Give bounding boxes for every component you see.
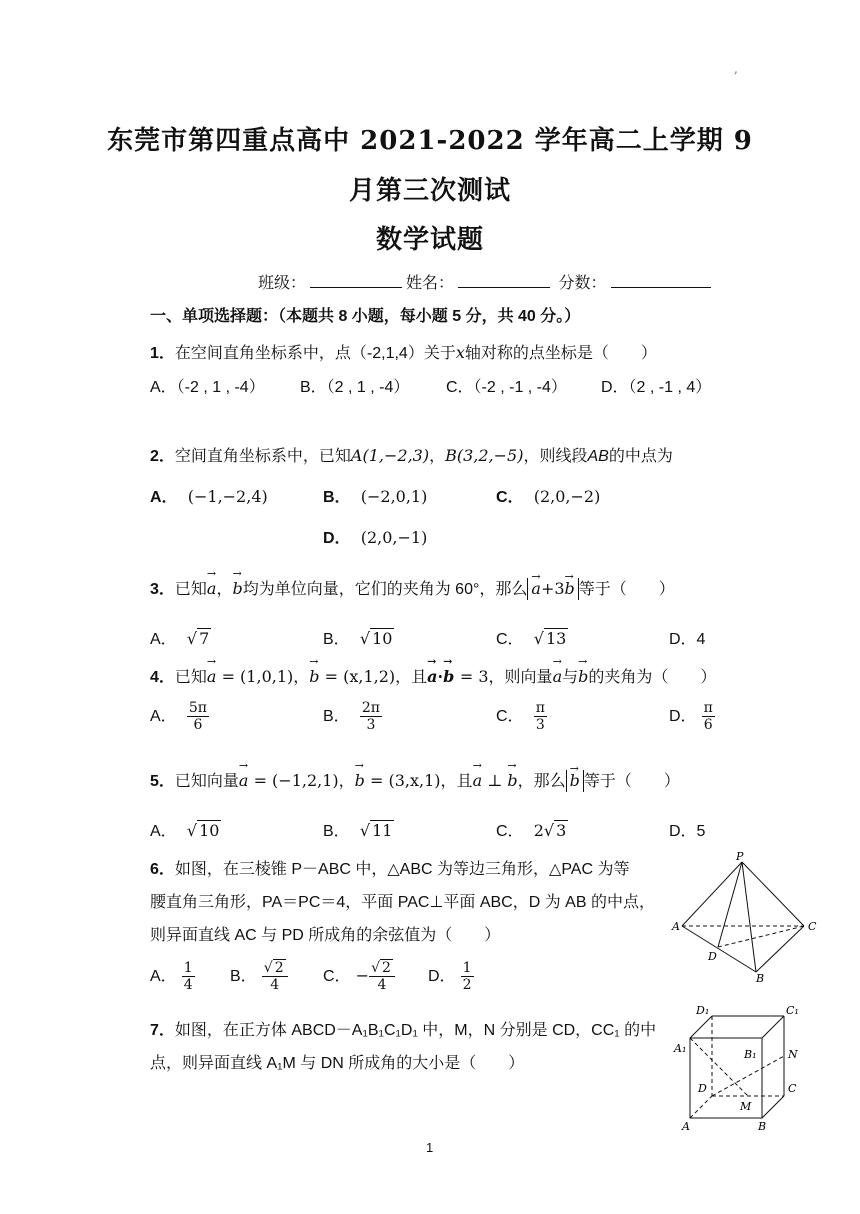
question-6-option-a: A． $\frac{1}{4}$ (150, 960, 193, 993)
stem-text: 在空间直角坐标系中，点（-2,1,4）关于 (174, 345, 456, 362)
title-line-3: 数学试题 (375, 225, 484, 255)
stem-text: 已知 (174, 581, 207, 598)
label-c1: C₁ (786, 1004, 799, 1017)
question-4-option-b: B． $\frac{2\pi}{3}$ (323, 700, 380, 733)
label-p: P (736, 850, 744, 863)
label-b1: B₁ (744, 1048, 757, 1061)
stem-text: 空间直角坐标系中，已知 (174, 448, 351, 465)
question-4-option-d: D． $\frac{\pi}{6}$ (669, 700, 713, 733)
corner-mark: , (734, 62, 738, 76)
segment-ab: AB (587, 448, 609, 465)
question-2-stem (150, 443, 673, 466)
question-6-line-2: 腰直角三角形，PA＝PC＝4，平面 PAC⊥平面 ABC，D 为 AB 的中点， (150, 894, 655, 911)
question-2-option-a: A． (−1,−2,4) (150, 487, 268, 506)
point-a: A(1,−2,3) (350, 446, 430, 465)
point-b: B(3,2,−5) (445, 446, 524, 465)
question-7-line-1: 7．如图，在正方体 ABCD－A₁B₁C₁D₁ 中，M，N 分别是 CD，CC₁ 的中 (150, 1022, 657, 1039)
name-label: 姓名： (406, 275, 455, 292)
question-4-stem: 4．已知→ a = (1,0,1)，→ b = (x,1,2)，且→ a·→ b = 3，则向量→ a与→ b的夹角为（ ） (150, 664, 716, 687)
question-6-option-b: B． $\frac{√ 2}{4}$ (230, 960, 288, 993)
label-c: C (808, 920, 817, 933)
variable-x: x (455, 343, 465, 362)
label-n: N (788, 1048, 798, 1061)
question-6-option-d: D． $\frac{1}{2}$ (428, 960, 472, 993)
label-c: C (788, 1082, 797, 1095)
label-m: M (740, 1100, 752, 1113)
stem-text: ，则线段 (523, 448, 588, 465)
question-2-option-c: C． (2,0,−2) (496, 487, 601, 506)
stem-text: 轴对称的点坐标是（ ） (464, 345, 657, 362)
section-heading: 一、单项选择题：（本题共 8 小题，每小题 5 分，共 40 分。） (150, 308, 581, 325)
class-label: 班级： (258, 275, 307, 292)
question-1-option-d: D．（2 , -1 , 4） (601, 379, 712, 396)
question-number: 3． (150, 581, 175, 598)
label-d1: D₁ (696, 1004, 710, 1017)
vector-a: → a (207, 579, 217, 598)
title-line-1: 东莞市第四重点高中 2021-2022 学年高二上学期 9 (107, 126, 753, 156)
question-number: 2． (150, 448, 175, 465)
pyramid-figure (670, 848, 822, 986)
stem-text: 均为单位向量，它们的夹角为 60°，那么 (242, 581, 528, 598)
question-3-option-d: D．4 (669, 631, 706, 648)
question-1-stem (150, 340, 657, 363)
stem-text: 的中点为 (608, 448, 673, 465)
question-1-option-a: A．（-2 , 1 , -4） (150, 379, 265, 396)
class-blank[interactable] (310, 271, 402, 288)
question-3-stem: 3．已知→ a，→ b均为单位向量，它们的夹角为 60°，那么→ a+3→ b 等于（ ） (150, 576, 675, 600)
question-3-option-a: A． √ 7 (150, 629, 210, 648)
question-3-option-c: C． √ 13 (496, 629, 567, 648)
question-3-option-b: B． √ 10 (323, 629, 393, 648)
question-number: 1． (150, 345, 175, 362)
vector-b: → b (232, 579, 242, 598)
label-d: D (698, 1082, 707, 1095)
question-5-stem: 5．已知向量→ a = (−1,2,1)，→ b = (3,x,1)，且→ a ⊥ → b，那么→ b 等于（ ） (150, 768, 680, 792)
page-number: 1 (426, 1140, 434, 1155)
question-1-option-b: B．（2 , 1 , -4） (300, 379, 410, 396)
question-5-option-b: B． √ 11 (323, 821, 393, 840)
question-6-option-c: C． − $\frac{√ 2}{4}$ (323, 960, 395, 993)
label-b: B (758, 1120, 767, 1133)
question-1-option-c: C．（-2 , -1 , -4） (446, 379, 567, 396)
question-2-option-b: B． (−2,0,1) (323, 487, 428, 506)
question-number: 5． (150, 773, 175, 790)
label-a: A (682, 1120, 690, 1133)
label-b: B (756, 972, 765, 985)
question-4-option-c: C． $\frac{\pi}{3}$ (496, 700, 545, 733)
question-7-line-2: 点，则异面直线 A₁M 与 DN 所成角的大小是（ ） (150, 1055, 525, 1072)
question-number: 4． (150, 669, 175, 686)
question-6-line-3: 则异面直线 AC 与 PD 所成角的余弦值为（ ） (150, 927, 501, 944)
question-2-option-d: D． (2,0,−1) (323, 528, 428, 547)
name-blank[interactable] (458, 271, 550, 288)
question-4-option-a: A． $\frac{5\pi}{6}$ (150, 700, 207, 733)
cube-figure (670, 1000, 820, 1135)
label-a: A (672, 920, 680, 933)
separator: ， (429, 448, 446, 465)
question-5-option-c: C． 2√ 3 (496, 821, 567, 840)
score-blank[interactable] (611, 271, 711, 288)
score-label: 分数： (558, 275, 607, 292)
question-6-line-1: 6．如图，在三棱锥 P－ABC 中，△ABC 为等边三角形，△PAC 为等 (150, 861, 630, 878)
label-d: D (708, 950, 717, 963)
title-line-2: 月第三次测试 (348, 176, 511, 206)
stem-text: 等于（ ） (578, 581, 675, 598)
student-info-line (258, 270, 715, 293)
question-5-option-d: D．5 (669, 823, 706, 840)
label-a1: A₁ (674, 1042, 687, 1055)
magnitude-expression: → a+3→ b (527, 578, 578, 600)
question-5-option-a: A． √ 10 (150, 821, 220, 840)
